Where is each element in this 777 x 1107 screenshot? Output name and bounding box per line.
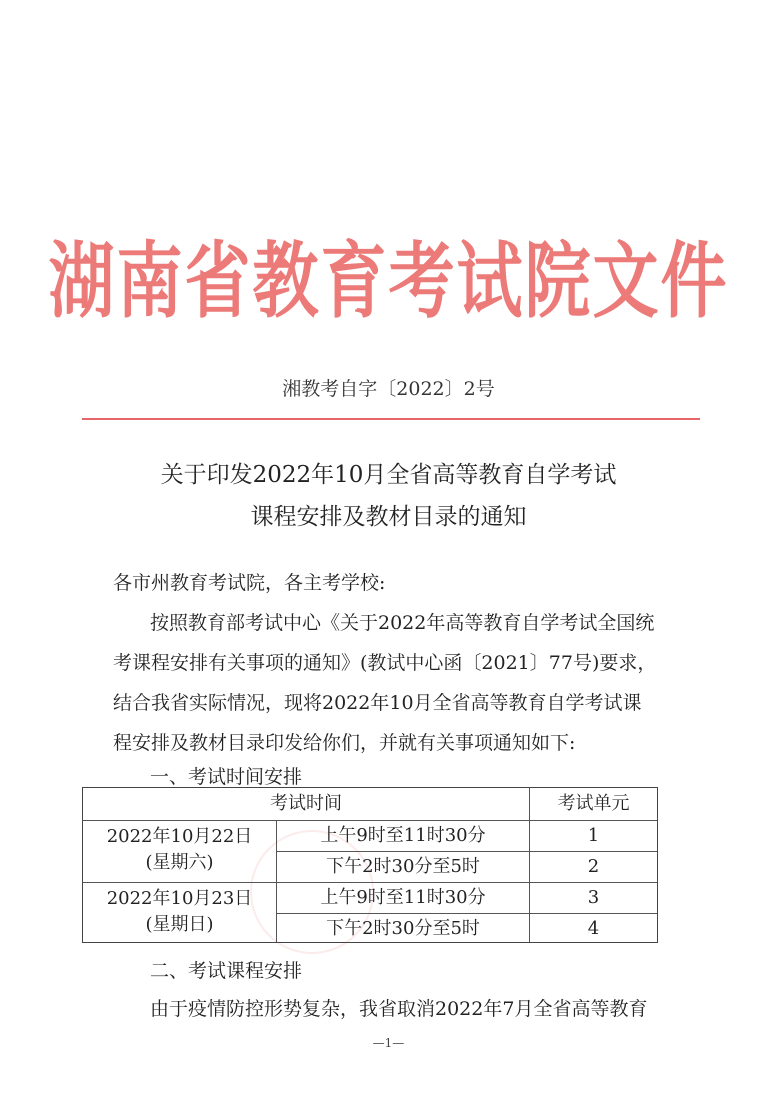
document-title-line2: 课程安排及教材目录的通知 — [250, 504, 527, 530]
table-header-unit: 考试单元 — [557, 793, 630, 814]
paragraph-line: 由于疫情防控形势复杂，我省取消2022年7月全省高等教育 — [150, 998, 648, 1020]
document-title-line1: 关于印发2022年10月全省高等教育自学考试 — [160, 462, 617, 488]
table-unit: 1 — [587, 825, 600, 846]
salutation: 各市州教育考试院，各主考学校: — [113, 572, 386, 594]
table-session-time: 上午9时至11时30分 — [320, 887, 486, 908]
table-unit: 3 — [587, 887, 600, 908]
table-unit: 4 — [587, 918, 600, 939]
table-session-time: 下午2时30分至5时 — [326, 856, 480, 877]
document-masthead: 湖南省教育考试院文件 — [48, 233, 729, 330]
paragraph-line: 按照教育部考试中心《关于2022年高等教育自学考试全国统 — [150, 612, 655, 634]
red-divider — [82, 418, 700, 420]
page-number: —1— — [372, 1036, 405, 1050]
table-date: 2022年10月22日 — [106, 826, 253, 847]
table-weekday: (星期日) — [145, 914, 214, 935]
exam-schedule-table — [82, 787, 658, 943]
table-session-time: 上午9时至11时30分 — [320, 825, 486, 846]
table-weekday: (星期六) — [145, 852, 214, 873]
paragraph-line: 程安排及教材目录印发给你们，并就有关事项通知如下: — [113, 732, 576, 754]
table-header-time: 考试时间 — [270, 793, 342, 814]
table-session-time: 下午2时30分至5时 — [326, 918, 480, 939]
table-unit: 2 — [587, 856, 600, 877]
paragraph-line: 考课程安排有关事项的通知》(教试中心函〔2021〕77号)要求， — [113, 652, 657, 674]
paragraph-line: 结合我省实际情况，现将2022年10月全省高等教育自学考试课 — [113, 692, 642, 714]
table-date: 2022年10月23日 — [106, 888, 253, 909]
section-heading-2: 二、考试课程安排 — [150, 960, 303, 982]
section-heading-1: 一、考试时间安排 — [150, 766, 303, 788]
document-number: 湘教考自字〔2022〕2号 — [282, 378, 495, 400]
